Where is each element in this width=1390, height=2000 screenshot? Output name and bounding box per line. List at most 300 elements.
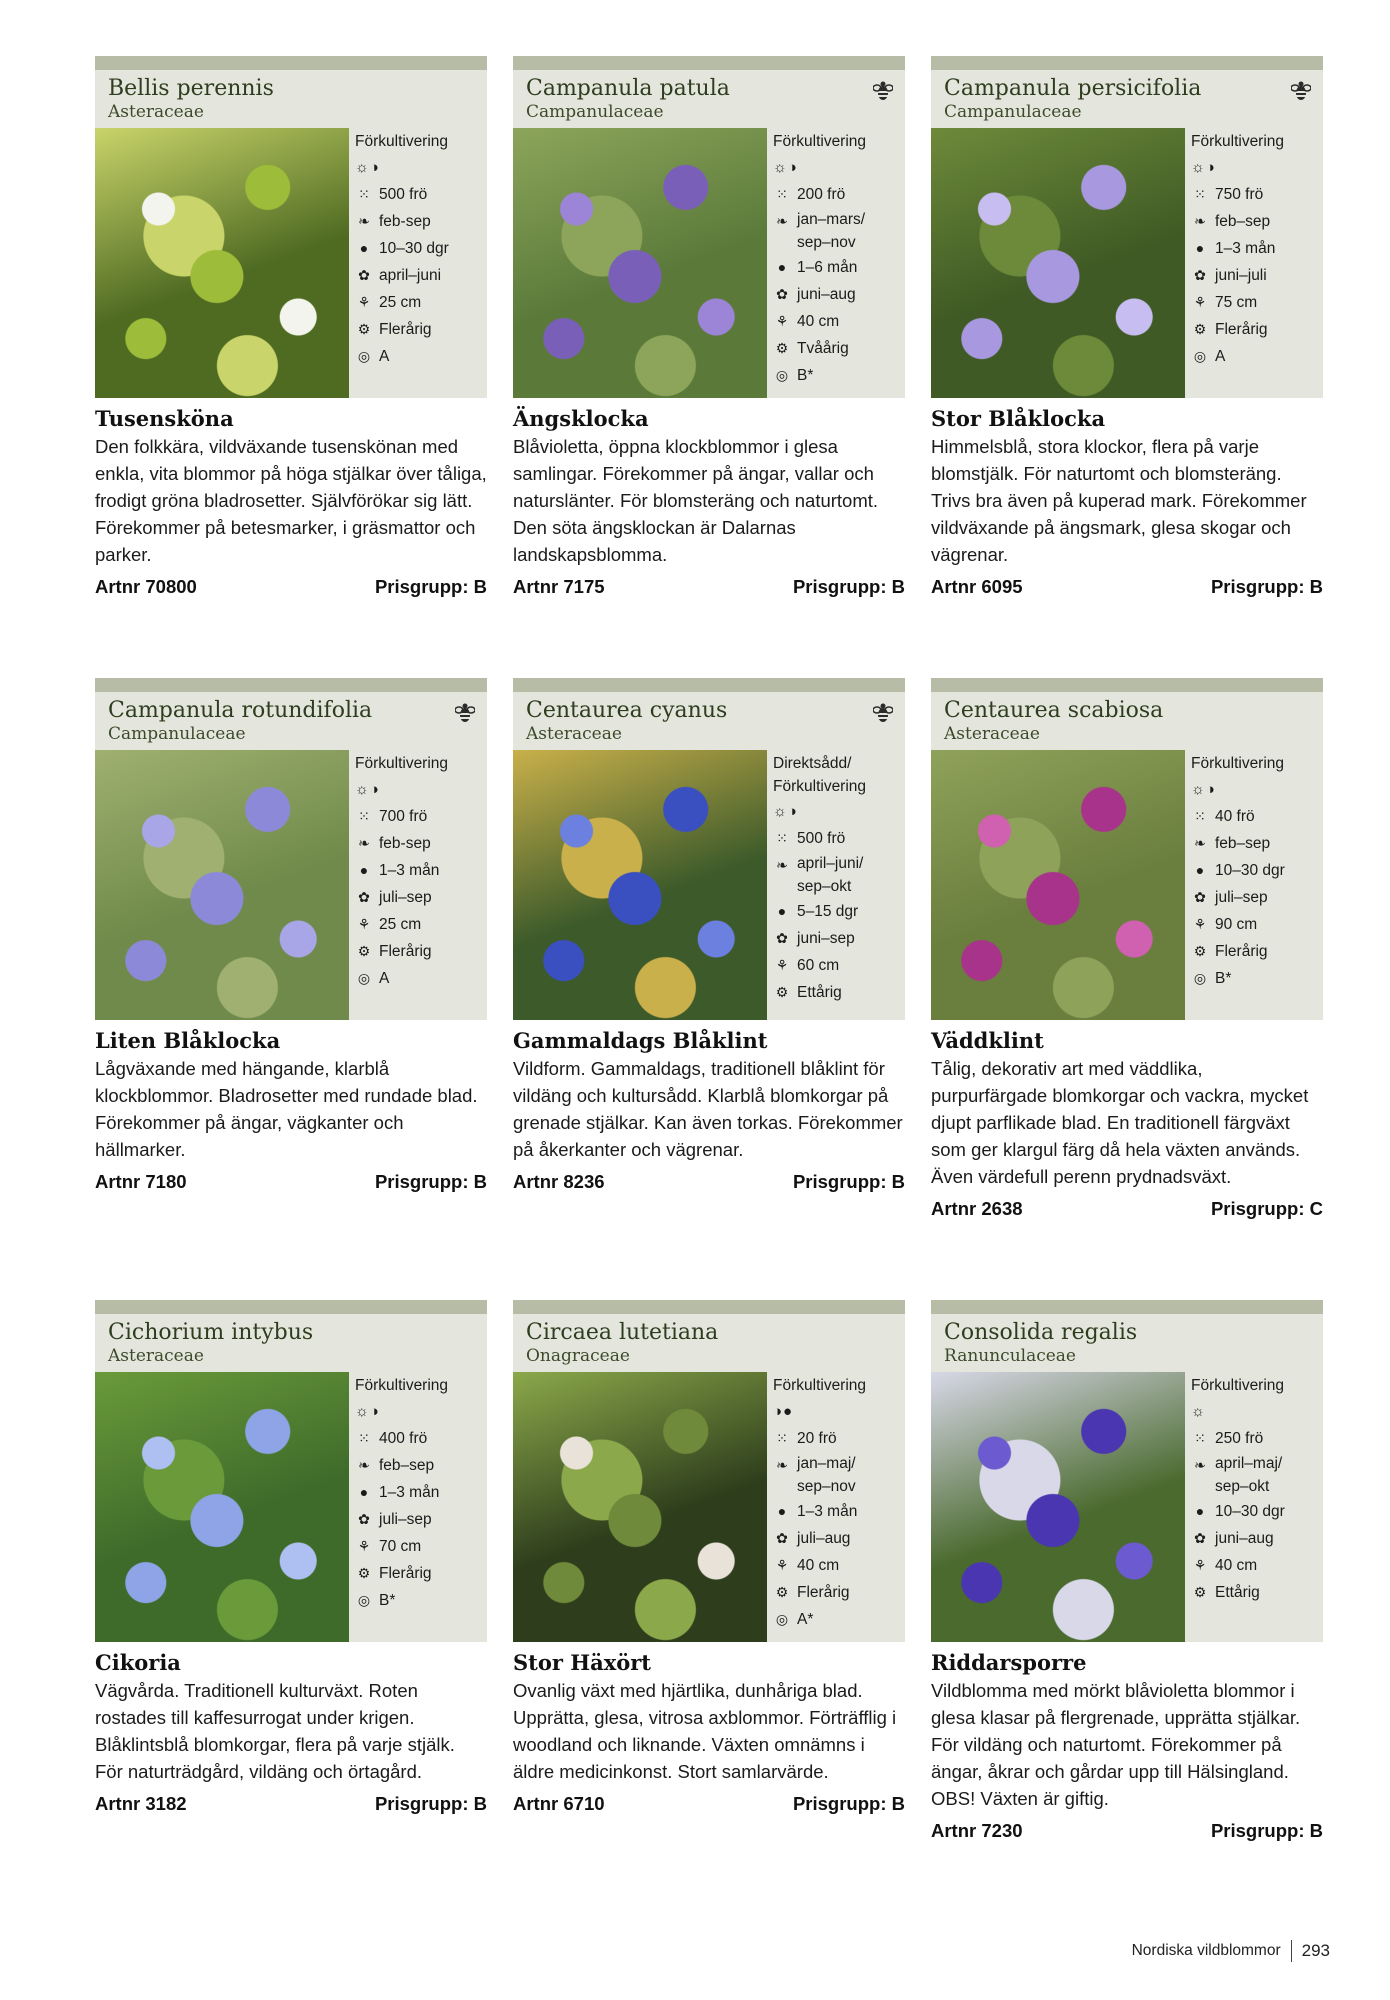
spec-germ — [773, 254, 905, 281]
latin-name: Campanula patula — [526, 76, 730, 101]
card-header — [95, 1314, 487, 1372]
spec-bloom-value: juni–aug — [797, 286, 856, 303]
spec-height — [1191, 911, 1323, 938]
spec-germ-value: 10–30 dgr — [1215, 1503, 1285, 1520]
spec-bloom-value: juli–sep — [1215, 889, 1268, 906]
card-body — [513, 128, 905, 398]
spec-period — [1191, 1452, 1323, 1498]
germination-icon: ● — [1195, 1503, 1205, 1519]
spec-germ-value: 1–6 mån — [797, 259, 858, 276]
plant-family: Asteraceae — [944, 724, 1040, 744]
spec-bloom — [773, 925, 905, 952]
plant-family: Campanulaceae — [944, 102, 1082, 122]
plant-description: Vildblomma med mörkt blåvioletta blommor i glesa klasar på flergrenade, upprätta stjälkar. För vildäng och naturtomt. Förekommer på ängar, åkrar och gårdar upp till Hälsingland. OBS! Växten är giftig. — [931, 1680, 1301, 1809]
spec-germ — [1191, 235, 1323, 262]
article-number: Artnr 7180 — [95, 1171, 187, 1192]
spec-seeds-value: 200 frö — [797, 186, 846, 203]
plant-photo — [513, 1372, 767, 1642]
sowing-method-text: Förkultivering — [1191, 755, 1285, 772]
sowing-method-text: Förkultivering — [355, 755, 449, 772]
spec-seeds — [355, 1425, 487, 1452]
spec-zone — [355, 343, 487, 370]
card-body — [513, 1372, 905, 1642]
zone-icon: ◎ — [775, 1611, 789, 1627]
plant-family: Asteraceae — [526, 724, 622, 744]
plant-description: Tålig, dekorativ art med väddlika, purpurfärgade blomkorgar och vackra, mycket djupt parflikade blad. En traditionell färgväxt som ger klargul färg då hela växten används. Även värdefull perenn prydnadsväxt. — [931, 1058, 1309, 1187]
article-number: Artnr 6095 — [931, 576, 1023, 597]
price-group: Prisgrupp: B — [792, 576, 905, 597]
spec-height-value: 40 cm — [797, 313, 840, 330]
spec-life-value: Flerårig — [1215, 943, 1268, 960]
spec-height-value: 25 cm — [379, 294, 422, 311]
spec-bloom — [1191, 1525, 1323, 1552]
plant-description: Den folkkära, vildväxande tusenskönan med enkla, vita blommor på höga stjälkar över tåliga, frodigt gröna bladrosetter. Självförökar sig lätt. Förekommer på betesmarker, i gräsmattor och parker. — [95, 436, 487, 565]
spec-period-value: feb-sep — [379, 835, 431, 852]
product-card — [513, 1300, 905, 1815]
plant-specs — [767, 1372, 905, 1642]
spec-period — [773, 208, 905, 254]
page-number: 293 — [1301, 1941, 1330, 1960]
card-body — [95, 750, 487, 1020]
spec-bloom — [1191, 884, 1323, 911]
spec-zone — [773, 1606, 905, 1633]
plant-photo — [513, 128, 767, 398]
latin-name: Campanula persicifolia — [944, 76, 1202, 101]
spec-height — [1191, 1552, 1323, 1579]
bloom-icon: ✿ — [358, 1511, 370, 1527]
sun-requirement — [1191, 776, 1323, 803]
plant-photo — [95, 1372, 349, 1642]
plant-family: Campanulaceae — [108, 724, 246, 744]
spec-height — [773, 308, 905, 335]
spec-height — [355, 289, 487, 316]
spec-height — [773, 1552, 905, 1579]
common-name: Stor Häxört — [513, 1650, 651, 1675]
plant-specs — [349, 128, 487, 398]
spec-seeds — [355, 181, 487, 208]
spec-seeds-value: 20 frö — [797, 1430, 837, 1447]
card-body — [931, 1372, 1323, 1642]
plant-family: Asteraceae — [108, 1346, 204, 1366]
sowing-period-icon: ❧ — [1194, 1457, 1206, 1473]
seeds-icon: ⁙ — [1194, 808, 1206, 824]
height-icon: ⚘ — [357, 916, 371, 932]
spec-life — [1191, 938, 1323, 965]
sowing-period-icon: ❧ — [776, 1457, 788, 1473]
price-group: Prisgrupp: C — [1210, 1198, 1323, 1219]
product-card — [95, 678, 487, 1193]
spec-period — [355, 1452, 487, 1479]
height-icon: ⚘ — [775, 957, 789, 973]
plant-specs — [767, 750, 905, 1020]
bloom-icon: ✿ — [1194, 889, 1206, 905]
bloom-icon: ✿ — [358, 267, 370, 283]
plant-photo — [931, 750, 1185, 1020]
spec-seeds — [1191, 181, 1323, 208]
card-top-bar — [95, 1300, 487, 1314]
bloom-icon: ✿ — [776, 286, 788, 302]
card-top-bar — [95, 56, 487, 70]
plant-photo — [95, 128, 349, 398]
spec-life-value: Flerårig — [379, 943, 432, 960]
card-body — [95, 128, 487, 398]
card-header — [931, 70, 1323, 128]
spec-germ — [355, 235, 487, 262]
sun-requirement — [1191, 1398, 1323, 1425]
sowing-period-icon: ❧ — [358, 213, 370, 229]
plant-description: Vildform. Gammaldags, traditionell blåklint för vildäng och kultursådd. Klarblå blomkorgar på grenade stjälkar. Kan även torkas. Förekommer på åkerkanter och vägrenar. — [513, 1058, 903, 1160]
zone-icon: ◎ — [775, 367, 789, 383]
card-footer — [95, 576, 487, 598]
spec-height-value: 90 cm — [1215, 916, 1258, 933]
lifespan-icon: ⚙ — [357, 943, 371, 959]
spec-period-value: jan–maj/ sep–nov — [797, 1455, 856, 1495]
article-number: Artnr 2638 — [931, 1198, 1023, 1219]
lifespan-icon: ⚙ — [775, 1584, 789, 1600]
card-body — [931, 750, 1323, 1020]
spec-germ-value: 1–3 mån — [797, 1503, 858, 1520]
sowing-method-text: Förkultivering — [1191, 133, 1285, 150]
sowing-method — [355, 128, 487, 154]
plant-family: Campanulaceae — [526, 102, 664, 122]
sowing-period-icon: ❧ — [776, 213, 788, 229]
sowing-period-icon: ❧ — [776, 857, 788, 873]
spec-period — [1191, 830, 1323, 857]
spec-zone-value: A* — [797, 1611, 814, 1628]
common-name: Cikoria — [95, 1650, 181, 1675]
spec-height — [355, 1533, 487, 1560]
height-icon: ⚘ — [775, 1557, 789, 1573]
page-footer — [1132, 1940, 1330, 1962]
sowing-method-text: Förkultivering — [355, 1377, 449, 1394]
sowing-method — [773, 750, 905, 798]
plant-photo — [513, 750, 767, 1020]
card-header — [513, 692, 905, 750]
common-name: Liten Blåklocka — [95, 1028, 281, 1053]
article-number: Artnr 7230 — [931, 1820, 1023, 1841]
card-header — [931, 692, 1323, 750]
height-icon: ⚘ — [1193, 294, 1207, 310]
germination-icon: ● — [777, 259, 787, 275]
product-card — [931, 56, 1323, 598]
sun-icon: ☼◑ — [355, 1403, 380, 1420]
spec-period-value: feb–sep — [1215, 835, 1271, 852]
spec-seeds — [1191, 803, 1323, 830]
spec-period — [773, 1452, 905, 1498]
spec-germ — [355, 857, 487, 884]
spec-life — [355, 938, 487, 965]
sowing-method-text: Förkultivering — [773, 133, 867, 150]
spec-germ — [1191, 1498, 1323, 1525]
lifespan-icon: ⚙ — [1193, 1584, 1207, 1600]
spec-zone — [1191, 343, 1323, 370]
spec-zone-value: A — [379, 970, 390, 987]
sowing-period-icon: ❧ — [358, 1457, 370, 1473]
spec-bloom — [773, 281, 905, 308]
common-name: Gammaldags Blåklint — [513, 1028, 768, 1053]
spec-period-value: feb–sep — [379, 1457, 435, 1474]
latin-name: Centaurea cyanus — [526, 698, 728, 723]
sun-requirement — [355, 154, 487, 181]
spec-height-value: 40 cm — [797, 1557, 840, 1574]
price-group: Prisgrupp: B — [792, 1171, 905, 1192]
germination-icon: ● — [359, 862, 369, 878]
product-card — [513, 56, 905, 598]
card-top-bar — [513, 678, 905, 692]
bloom-icon: ✿ — [1194, 267, 1206, 283]
product-card — [931, 678, 1323, 1220]
plant-specs — [1185, 1372, 1323, 1642]
spec-life — [355, 1560, 487, 1587]
sun-requirement — [1191, 154, 1323, 181]
spec-period — [355, 208, 487, 235]
spec-bloom-value: juli–aug — [797, 1530, 851, 1547]
spec-height-value: 40 cm — [1215, 1557, 1258, 1574]
height-icon: ⚘ — [357, 1538, 371, 1554]
spec-period-value: feb–sep — [1215, 213, 1271, 230]
spec-period-value: jan–mars/ sep–nov — [797, 211, 866, 251]
spec-height-value: 75 cm — [1215, 294, 1258, 311]
common-name: Väddklint — [931, 1028, 1044, 1053]
bloom-icon: ✿ — [776, 930, 788, 946]
bee-friendly-icon — [873, 702, 893, 724]
bloom-icon: ✿ — [776, 1530, 788, 1546]
common-name: Ängsklocka — [513, 406, 649, 431]
zone-icon: ◎ — [1193, 970, 1207, 986]
spec-seeds-value: 500 frö — [797, 830, 846, 847]
spec-height-value: 60 cm — [797, 957, 840, 974]
sun-requirement — [773, 1398, 905, 1425]
sun-requirement — [355, 776, 487, 803]
spec-life-value: Tvåårig — [797, 340, 849, 357]
latin-name: Bellis perennis — [108, 76, 274, 101]
spec-zone-value: A — [1215, 348, 1226, 365]
card-top-bar — [513, 56, 905, 70]
seeds-icon: ⁙ — [358, 1430, 370, 1446]
plant-specs — [1185, 750, 1323, 1020]
card-top-bar — [95, 678, 487, 692]
card-top-bar — [931, 1300, 1323, 1314]
spec-seeds-value: 40 frö — [1215, 808, 1255, 825]
spec-germ-value: 1–3 mån — [379, 862, 440, 879]
card-top-bar — [931, 56, 1323, 70]
spec-seeds-value: 700 frö — [379, 808, 428, 825]
spec-zone-value: A — [379, 348, 390, 365]
spec-period-value: feb-sep — [379, 213, 431, 230]
plant-photo — [95, 750, 349, 1020]
sowing-method — [355, 1372, 487, 1398]
seeds-icon: ⁙ — [1194, 1430, 1206, 1446]
plant-family: Asteraceae — [108, 102, 204, 122]
spec-germ-value: 5–15 dgr — [797, 903, 859, 920]
spec-seeds — [355, 803, 487, 830]
spec-bloom-value: juli–sep — [379, 1511, 432, 1528]
sowing-period-icon: ❧ — [1194, 213, 1206, 229]
sowing-period-icon: ❧ — [1194, 835, 1206, 851]
card-header — [95, 692, 487, 750]
common-name: Tusensköna — [95, 406, 234, 431]
card-footer — [513, 1793, 905, 1815]
zone-icon: ◎ — [1193, 348, 1207, 364]
lifespan-icon: ⚙ — [1193, 321, 1207, 337]
plant-photo — [931, 1372, 1185, 1642]
card-body — [931, 128, 1323, 398]
sun-icon: ☼◑ — [1191, 159, 1216, 176]
sowing-method — [1191, 750, 1323, 776]
spec-life — [773, 1579, 905, 1606]
zone-icon: ◎ — [357, 970, 371, 986]
plant-specs — [767, 128, 905, 398]
card-footer — [931, 1820, 1323, 1842]
card-header — [931, 1314, 1323, 1372]
spec-bloom — [355, 262, 487, 289]
spec-period-value: april–maj/ sep–okt — [1215, 1455, 1283, 1495]
price-group: Prisgrupp: B — [1210, 1820, 1323, 1841]
product-card — [95, 1300, 487, 1815]
height-icon: ⚘ — [1193, 916, 1207, 932]
spec-height — [1191, 289, 1323, 316]
sun-requirement — [773, 154, 905, 181]
spec-germ-value: 1–3 mån — [379, 1484, 440, 1501]
spec-seeds-value: 250 frö — [1215, 1430, 1264, 1447]
spec-germ — [355, 1479, 487, 1506]
plant-specs — [349, 750, 487, 1020]
spec-germ — [773, 1498, 905, 1525]
spec-life-value: Flerårig — [797, 1584, 850, 1601]
spec-zone-value: B* — [797, 367, 814, 384]
spec-height — [355, 911, 487, 938]
lifespan-icon: ⚙ — [357, 321, 371, 337]
common-name: Riddarsporre — [931, 1650, 1087, 1675]
spec-life — [1191, 316, 1323, 343]
germination-icon: ● — [1195, 240, 1205, 256]
spec-germ-value: 10–30 dgr — [1215, 862, 1285, 879]
spec-bloom — [1191, 262, 1323, 289]
spec-seeds — [1191, 1425, 1323, 1452]
sowing-method-text: Förkultivering — [773, 1377, 867, 1394]
card-top-bar — [931, 678, 1323, 692]
bee-friendly-icon — [455, 702, 475, 724]
card-body — [513, 750, 905, 1020]
bee-friendly-icon — [873, 80, 893, 102]
plant-specs — [349, 1372, 487, 1642]
germination-icon: ● — [777, 1503, 787, 1519]
lifespan-icon: ⚙ — [775, 984, 789, 1000]
article-number: Artnr 70800 — [95, 576, 197, 597]
spec-period-value: april–juni/ sep–okt — [797, 855, 864, 895]
spec-seeds — [773, 181, 905, 208]
spec-germ-value: 10–30 dgr — [379, 240, 449, 257]
article-number: Artnr 6710 — [513, 1793, 605, 1814]
plant-description: Blåvioletta, öppna klockblommor i glesa samlingar. Förekommer på ängar, vallar och naturslänter. För blomsteräng och naturtomt. Den söta ängsklockan är Dalarnas landskapsblomma. — [513, 436, 879, 565]
spec-period — [773, 852, 905, 898]
spec-zone-value: B* — [1215, 970, 1232, 987]
spec-zone — [1191, 965, 1323, 992]
sowing-method — [773, 128, 905, 154]
plant-family: Onagraceae — [526, 1346, 630, 1366]
seeds-icon: ⁙ — [358, 186, 370, 202]
spec-zone — [355, 1587, 487, 1614]
seeds-icon: ⁙ — [776, 1430, 788, 1446]
price-group: Prisgrupp: B — [374, 1171, 487, 1192]
plant-description: Ovanlig växt med hjärtlika, dunhåriga blad. Upprätta, glesa, vitrosa axblommor. Förträfflig i woodland och liknande. Växten omnämns i äldre medicinkonst. Stort samlarvärde. — [513, 1680, 897, 1782]
price-group: Prisgrupp: B — [374, 576, 487, 597]
card-footer — [513, 576, 905, 598]
footer-divider — [1291, 1940, 1292, 1962]
article-number: Artnr 7175 — [513, 576, 605, 597]
spec-germ — [773, 898, 905, 925]
product-card — [513, 678, 905, 1193]
sun-icon: ☼ — [1191, 1403, 1206, 1420]
plant-description: Vägvårda. Traditionell kulturväxt. Roten rostades till kaffesurrogat under krigen. Blåklintsblå blomkorgar, flera på varje stjälk. För naturträdgård, vildäng och örtagård. — [95, 1680, 455, 1782]
spec-life — [1191, 1579, 1323, 1606]
sun-requirement — [773, 798, 905, 825]
spec-seeds — [773, 1425, 905, 1452]
seeds-icon: ⁙ — [1194, 186, 1206, 202]
seeds-icon: ⁙ — [776, 830, 788, 846]
price-group: Prisgrupp: B — [1210, 576, 1323, 597]
product-card — [95, 56, 487, 598]
spec-height-value: 25 cm — [379, 916, 422, 933]
sun-requirement — [355, 1398, 487, 1425]
price-group: Prisgrupp: B — [792, 1793, 905, 1814]
plant-description: Lågväxande med hängande, klarblå klockblommor. Bladrosetter med rundade blad. Förekommer på ängar, vägkanter och hällmarker. — [95, 1058, 478, 1160]
article-number: Artnr 8236 — [513, 1171, 605, 1192]
sun-icon: ☼◑ — [773, 803, 798, 820]
spec-life-value: Flerårig — [1215, 321, 1268, 338]
article-number: Artnr 3182 — [95, 1793, 187, 1814]
spec-germ-value: 1–3 mån — [1215, 240, 1276, 257]
spec-zone-value: B* — [379, 1592, 396, 1609]
sowing-method — [1191, 1372, 1323, 1398]
sowing-method-text: Direktsådd/ Förkultivering — [773, 755, 867, 795]
plant-family: Ranunculaceae — [944, 1346, 1076, 1366]
sowing-period-icon: ❧ — [358, 835, 370, 851]
plant-specs — [1185, 128, 1323, 398]
common-name: Stor Blåklocka — [931, 406, 1106, 431]
spec-period — [1191, 208, 1323, 235]
spec-life — [355, 316, 487, 343]
spec-life-value: Ettårig — [797, 984, 842, 1001]
germination-icon: ● — [777, 903, 787, 919]
card-footer — [931, 1198, 1323, 1220]
seeds-icon: ⁙ — [776, 186, 788, 202]
section-name: Nordiska vildblommor — [1131, 1942, 1281, 1959]
plant-description: Himmelsblå, stora klockor, flera på varje blomstjälk. För naturtomt och blomsteräng. Trivs bra även på kuperad mark. Förekommer vildväxande på ängsmark, glesa skogar och vägrenar. — [931, 436, 1307, 565]
bee-friendly-icon — [1291, 80, 1311, 102]
spec-seeds — [773, 825, 905, 852]
product-card — [931, 1300, 1323, 1842]
height-icon: ⚘ — [357, 294, 371, 310]
spec-bloom-value: juni–juli — [1215, 267, 1267, 284]
latin-name: Campanula rotundifolia — [108, 698, 373, 723]
spec-zone — [773, 362, 905, 389]
spec-bloom-value: juni–aug — [1215, 1530, 1274, 1547]
price-group: Prisgrupp: B — [374, 1793, 487, 1814]
spec-seeds-value: 500 frö — [379, 186, 428, 203]
zone-icon: ◎ — [357, 1592, 371, 1608]
lifespan-icon: ⚙ — [1193, 943, 1207, 959]
bloom-icon: ✿ — [1194, 1530, 1206, 1546]
spec-bloom-value: april–juni — [379, 267, 442, 284]
spec-bloom-value: juni–sep — [797, 930, 855, 947]
bloom-icon: ✿ — [358, 889, 370, 905]
spec-bloom — [773, 1525, 905, 1552]
sowing-method-text: Förkultivering — [355, 133, 449, 150]
latin-name: Circaea lutetiana — [526, 1320, 719, 1345]
latin-name: Consolida regalis — [944, 1320, 1138, 1345]
sun-icon: ☼◑ — [1191, 781, 1216, 798]
